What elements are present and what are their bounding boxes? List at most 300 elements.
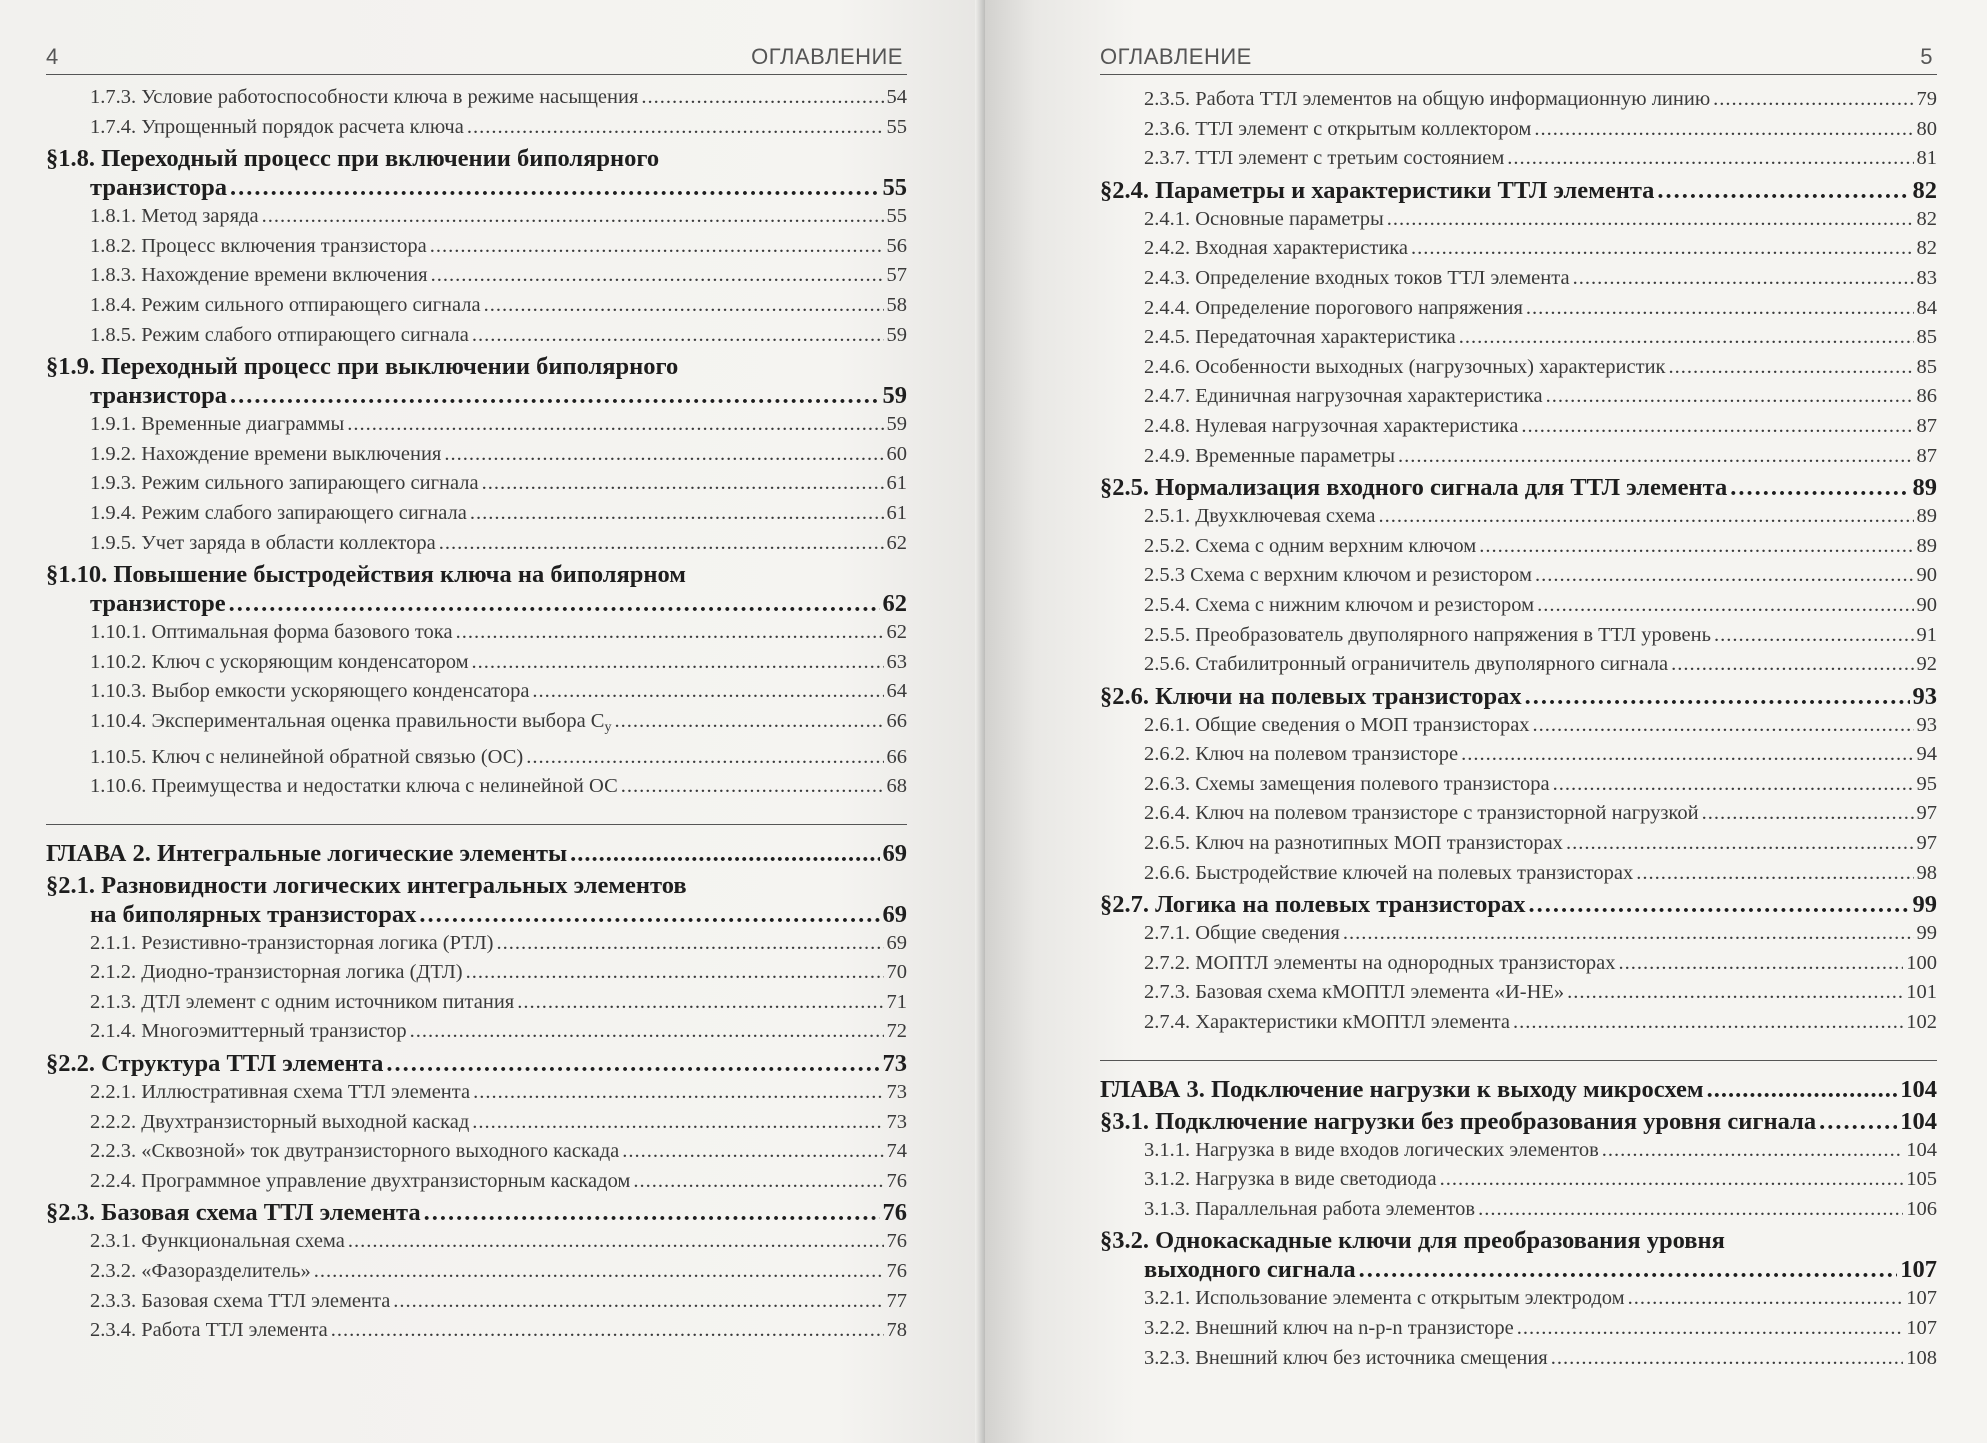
subsection-entry — [46, 261, 907, 291]
entry-title — [1144, 711, 1530, 741]
leader-dots — [348, 1227, 884, 1257]
entry-title-text: 1.8.1. Метод заряда — [90, 205, 259, 228]
subsection-entry — [46, 83, 907, 113]
entry-page-number: 71 — [886, 990, 907, 1013]
chapter-entry — [46, 824, 907, 869]
entry-title — [1144, 859, 1633, 889]
entry-continuation — [46, 173, 907, 202]
entry-title-text: 1.8.5. Режим слабого отпирающего сигнала — [90, 323, 469, 346]
entry-page-number: 104 — [1900, 1075, 1937, 1103]
entry-page-number: 89 — [1916, 505, 1937, 528]
subsection-entry — [46, 113, 907, 143]
entry-line — [46, 1049, 907, 1078]
entry-page-number: 92 — [1916, 653, 1937, 676]
entry-title — [90, 677, 529, 707]
subsection-entry — [1100, 1314, 1937, 1344]
entry-title — [90, 469, 479, 499]
entry-title — [1144, 115, 1531, 145]
entry-page-number: 82 — [1912, 176, 1937, 204]
leader-dots — [1537, 591, 1913, 621]
entry-title-text: 2.6.3. Схемы замещения полевого транзистора — [1144, 772, 1550, 795]
entry-title-text: 2.7.1. Общие сведения — [1144, 922, 1340, 945]
subsection-entry — [1100, 1136, 1937, 1166]
entry-title-text: 3.1.1. Нагрузка в виде входов логических элементов — [1144, 1138, 1599, 1161]
subsection-entry — [1100, 770, 1937, 800]
subsection-entry — [46, 958, 907, 988]
entry-title-text: 1.9.4. Режим слабого запирающего сигнала — [90, 501, 467, 524]
entry-title — [1144, 1165, 1437, 1195]
entry-title — [1144, 323, 1456, 353]
entry-title — [90, 648, 469, 678]
entry-page-number: 85 — [1916, 326, 1937, 349]
entry-title: §1.8. Переходный процесс при включении биполярного — [46, 145, 660, 173]
subsection-entry — [46, 1017, 907, 1047]
entry-title-text: 2.5.1. Двухключевая схема — [1144, 505, 1376, 528]
entry-page-number: 57 — [886, 264, 907, 287]
entry-page-number: 99 — [1912, 891, 1937, 919]
entry-title — [90, 410, 344, 440]
entry-page-number: 55 — [886, 115, 907, 138]
subsection-entry — [46, 648, 907, 678]
leader-dots — [1636, 859, 1913, 889]
entry-page-number: 108 — [1906, 1346, 1937, 1369]
subsection-entry — [46, 1227, 907, 1257]
entry-title-text: 2.6.1. Общие сведения о МОП транзисторах — [1144, 713, 1530, 736]
entry-title — [1144, 829, 1563, 859]
subsection-entry — [46, 772, 907, 802]
leader-dots — [472, 648, 884, 678]
entry-title — [1144, 442, 1395, 472]
leader-dots — [230, 381, 880, 410]
entry-title — [90, 1287, 390, 1317]
entry-page-number: 69 — [882, 839, 907, 867]
subsection-entry — [1100, 1284, 1937, 1314]
entry-title — [1144, 532, 1476, 562]
subsection-entry — [1100, 1195, 1937, 1225]
entry-page-number: 63 — [886, 650, 907, 673]
section-entry — [46, 1198, 907, 1227]
entry-page-number: 89 — [1916, 534, 1937, 557]
entry-title-text: 2.5.3 Схема с верхним ключом и резистором — [1144, 564, 1532, 587]
subsection-entry — [1100, 859, 1937, 889]
entry-title — [1144, 770, 1550, 800]
entry-page-number: 94 — [1916, 743, 1937, 766]
left-page — [0, 0, 985, 1443]
entry-line — [1100, 1107, 1937, 1136]
leader-dots — [1618, 949, 1903, 979]
section-entry — [46, 352, 907, 410]
leader-dots — [439, 529, 884, 559]
subsection-entry — [46, 1167, 907, 1197]
subsection-entry — [46, 707, 907, 743]
entry-page-number: 87 — [1916, 444, 1937, 467]
entry-page-number: 81 — [1916, 147, 1937, 170]
entry-page-number: 70 — [886, 961, 907, 984]
entry-page-number: 104 — [1906, 1138, 1937, 1161]
entry-page-number: 101 — [1906, 981, 1937, 1004]
entry-title — [90, 707, 611, 743]
entry-page-number: 93 — [1916, 713, 1937, 736]
leader-dots — [1819, 1107, 1897, 1136]
entry-page-number: 107 — [1906, 1287, 1937, 1310]
entry-page-number: 73 — [886, 1110, 907, 1133]
leader-dots — [444, 440, 883, 470]
entry-title-continued: транзисторе — [90, 590, 226, 618]
entry-page-number: 62 — [886, 621, 907, 644]
leader-dots — [424, 1198, 880, 1227]
leader-dots — [526, 743, 883, 773]
leader-dots — [1713, 85, 1913, 115]
entry-page-number: 90 — [1916, 564, 1937, 587]
leader-dots — [1521, 412, 1913, 442]
leader-dots — [472, 1108, 883, 1138]
entry-title-text: 2.4.2. Входная характеристика — [1144, 237, 1409, 260]
entry-title — [90, 1017, 407, 1047]
subsection-entry — [1100, 711, 1937, 741]
subsection-entry — [46, 1257, 907, 1287]
subsection-entry — [46, 929, 907, 959]
entry-title-text: 2.6.2. Ключ на полевом транзисторе — [1144, 743, 1459, 766]
leader-dots — [1517, 1314, 1904, 1344]
entry-title-text: 1.10.4. Экспериментальная оценка правильности выбора C — [90, 709, 605, 732]
entry-title — [90, 1227, 345, 1257]
subsection-entry — [1100, 502, 1937, 532]
entry-page-number: 62 — [882, 590, 907, 618]
subsection-entry — [1100, 205, 1937, 235]
entry-title-text: 2.4.9. Временные параметры — [1144, 444, 1396, 467]
entry-page-number: 99 — [1916, 922, 1937, 945]
entry-page-number: 64 — [886, 680, 907, 703]
section-entry — [1100, 682, 1937, 711]
section-entry — [46, 144, 907, 202]
subsection-entry — [1100, 442, 1937, 472]
entry-page-number: 54 — [886, 86, 907, 108]
entry-page-number: 79 — [1916, 88, 1937, 110]
entry-title — [90, 618, 453, 648]
entry-title — [1144, 502, 1376, 532]
entry-page-number: 83 — [1916, 266, 1937, 289]
entry-title — [90, 202, 259, 232]
leader-dots — [393, 1287, 883, 1317]
leader-dots — [466, 958, 884, 988]
entry-title-text: 2.4.5. Передаточная характеристика — [1144, 326, 1456, 349]
subsection-entry — [1100, 949, 1937, 979]
entry-title: §2.2. Структура ТТЛ элемента — [46, 1050, 384, 1078]
subsection-entry — [1100, 353, 1937, 383]
subsection-entry — [46, 677, 907, 707]
subsection-entry — [46, 618, 907, 648]
entry-page-number: 61 — [886, 472, 907, 495]
subsection-entry — [46, 499, 907, 529]
leader-dots — [1387, 205, 1914, 235]
subsection-entry — [46, 743, 907, 773]
entry-page-number: 60 — [886, 442, 907, 465]
entry-title — [90, 1316, 328, 1346]
entry-title-text: 2.6.5. Ключ на разнотипных МОП транзисторах — [1144, 832, 1563, 855]
page-number: 4 — [46, 44, 59, 69]
entry-title-text: 2.2.4. Программное управление двухтранзисторным каскадом — [90, 1169, 631, 1192]
entry-page-number: 87 — [1916, 414, 1937, 437]
leader-dots — [1602, 1136, 1903, 1166]
leader-dots — [641, 83, 883, 113]
leader-dots — [1507, 144, 1913, 174]
entry-title — [90, 321, 469, 351]
subsection-entry — [46, 1078, 907, 1108]
entry-title — [90, 988, 514, 1018]
entry-title: §2.3. Базовая схема ТТЛ элемента — [46, 1199, 421, 1227]
entry-page-number: 82 — [1916, 237, 1937, 260]
section-entry — [1100, 1107, 1937, 1136]
entry-title-text: 2.4.4. Определение порогового напряжения — [1144, 296, 1523, 319]
subsection-entry — [1100, 829, 1937, 859]
entry-page-number: 59 — [886, 413, 907, 436]
entry-page-number: 107 — [1900, 1256, 1937, 1284]
subsection-entry — [1100, 382, 1937, 412]
entry-page-number: 55 — [886, 205, 907, 228]
entry-title-text: 3.2.3. Внешний ключ без источника смещения — [1144, 1346, 1548, 1369]
leader-dots — [517, 988, 883, 1018]
table-of-contents — [1100, 85, 1937, 1373]
right-page — [985, 0, 1987, 1443]
entry-title: §2.1. Разновидности логических интегральных элементов — [46, 871, 687, 899]
entry-title: §2.4. Параметры и характеристики ТТЛ элемента — [1100, 176, 1655, 204]
entry-title-continued: выходного сигнала — [1144, 1256, 1356, 1284]
entry-continuation — [46, 589, 907, 618]
entry-title: §2.5. Нормализация входного сигнала для ТТЛ элемента — [1100, 474, 1728, 502]
entry-title-text: 2.3.5. Работа ТТЛ элементов на общую информационную линию — [1144, 88, 1711, 110]
entry-line — [1100, 890, 1937, 919]
leader-dots — [622, 1137, 883, 1167]
entry-title-text: 1.9.1. Временные диаграммы — [90, 413, 345, 436]
entry-title-text: 2.7.4. Характеристики кМОПТЛ элемента — [1144, 1011, 1510, 1034]
entry-title-text: 2.1.4. Многоэмиттерный транзистор — [90, 1020, 407, 1043]
entry-title-text: 2.3.7. ТТЛ элемент с третьим состоянием — [1144, 147, 1505, 170]
entry-page-number: 82 — [1916, 207, 1937, 230]
entry-page-number: 104 — [1900, 1107, 1937, 1135]
chapter-entry — [1100, 1060, 1937, 1105]
entry-title-text: 2.6.4. Ключ на полевом транзисторе с транзисторной нагрузкой — [1144, 802, 1699, 825]
entry-title — [1144, 591, 1534, 621]
subsection-entry — [1100, 591, 1937, 621]
entry-page-number: 59 — [886, 323, 907, 346]
entry-page-number: 56 — [886, 234, 907, 257]
subsection-entry — [46, 291, 907, 321]
entry-title — [90, 440, 441, 470]
subsection-entry — [1100, 532, 1937, 562]
table-of-contents — [46, 83, 907, 1346]
entry-title: §3.2. Однокаскадные ключи для преобразования уровня — [1100, 1227, 1725, 1255]
entry-line — [1100, 682, 1937, 711]
subsection-entry — [1100, 412, 1937, 442]
entry-title-text: 2.4.6. Особенности выходных (нагрузочных) характеристик — [1144, 355, 1666, 378]
entry-title — [1144, 234, 1408, 264]
entry-page-number: 68 — [886, 775, 907, 798]
entry-continuation — [46, 900, 907, 929]
entry-title-text: 1.10.1. Оптимальная форма базового тока — [90, 621, 453, 644]
subsection-entry — [46, 1287, 907, 1317]
entry-title-text: 2.3.4. Работа ТТЛ элемента — [90, 1319, 328, 1342]
leader-dots — [633, 1167, 883, 1197]
entry-line — [1100, 176, 1937, 205]
leader-dots — [430, 232, 884, 262]
entry-title-text: 3.2.1. Использование элемента с открытым электродом — [1144, 1287, 1625, 1310]
leader-dots — [1669, 353, 1914, 383]
entry-title — [90, 958, 463, 988]
leader-dots — [1628, 1284, 1904, 1314]
entry-page-number: 97 — [1916, 802, 1937, 825]
subsection-entry — [1100, 115, 1937, 145]
entry-title-text: 2.4.3. Определение входных токов ТТЛ элемента — [1144, 266, 1570, 289]
subsection-entry — [1100, 294, 1937, 324]
entry-title-continued: транзистора — [90, 174, 227, 202]
subsection-entry — [1100, 264, 1937, 294]
subsection-entry — [1100, 621, 1937, 651]
entry-title — [90, 1137, 619, 1167]
section-entry — [1100, 473, 1937, 502]
entry-title-text: 1.10.5. Ключ с нелинейной обратной связью (ОС) — [90, 745, 524, 768]
entry-page-number: 98 — [1916, 861, 1937, 884]
leader-dots — [431, 261, 884, 291]
entry-title-text: 2.5.5. Преобразователь двуполярного напряжения в ТТЛ уровень — [1144, 623, 1711, 646]
entry-title-text: 2.4.1. Основные параметры — [1144, 207, 1384, 230]
entry-title: ГЛАВА 2. Интегральные логические элементы — [46, 839, 568, 867]
entry-continuation — [46, 381, 907, 410]
entry-title — [1144, 353, 1666, 383]
subsection-entry — [1100, 1008, 1937, 1038]
subsection-entry — [46, 440, 907, 470]
leader-dots — [497, 929, 884, 959]
entry-title — [90, 499, 467, 529]
leader-dots — [467, 113, 884, 143]
entry-title-text: 1.10.3. Выбор емкости ускоряющего конденсатора — [90, 680, 530, 703]
subsection-entry — [46, 1137, 907, 1167]
entry-title — [1144, 978, 1564, 1008]
entry-title: §2.6. Ключи на полевых транзисторах — [1100, 682, 1522, 710]
entry-title — [90, 772, 618, 802]
section-entry — [1100, 1226, 1937, 1284]
entry-page-number: 76 — [886, 1260, 907, 1283]
entry-title-text: 1.7.4. Упрощенный порядок расчета ключа — [90, 115, 464, 138]
leader-dots — [1553, 770, 1914, 800]
entry-title-text: 1.10.6. Преимущества и недостатки ключа с нелинейной ОС — [90, 775, 618, 798]
running-title: ОГЛАВЛЕНИЕ — [1100, 44, 1252, 69]
entry-page-number: 106 — [1906, 1197, 1937, 1220]
entry-title: §3.1. Подключение нагрузки без преобразования уровня сигнала — [1100, 1107, 1817, 1135]
leader-dots — [410, 1017, 884, 1047]
leader-dots — [1707, 1075, 1898, 1105]
entry-page-number: 74 — [886, 1140, 907, 1163]
entry-page-number: 76 — [882, 1199, 907, 1227]
entry-title — [90, 1108, 469, 1138]
entry-page-number: 95 — [1916, 772, 1937, 795]
subsection-entry — [1100, 1165, 1937, 1195]
leader-dots — [1714, 621, 1914, 651]
leader-dots — [482, 469, 884, 499]
subsection-entry — [46, 232, 907, 262]
leader-dots — [1479, 532, 1913, 562]
entry-page-number: 73 — [882, 1050, 907, 1078]
entry-page-number: 66 — [886, 745, 907, 768]
leader-dots — [1411, 234, 1913, 264]
entry-title — [1144, 650, 1668, 680]
section-entry — [46, 560, 907, 618]
leader-dots — [1533, 711, 1914, 741]
entry-title — [90, 1078, 470, 1108]
subsection-entry — [1100, 1344, 1937, 1374]
leader-dots — [570, 839, 879, 869]
running-title: ОГЛАВЛЕНИЕ — [751, 44, 903, 69]
entry-title-text: 2.2.3. «Сквозной» ток двутранзисторного выходного каскада — [90, 1140, 620, 1163]
entry-page-number: 62 — [886, 531, 907, 554]
leader-dots — [229, 589, 880, 618]
entry-title-text: 1.9.5. Учет заряда в области коллектора — [90, 531, 436, 554]
entry-title — [1144, 264, 1570, 294]
entry-title — [1144, 205, 1384, 235]
leader-dots — [1535, 561, 1914, 591]
entry-page-number: 78 — [886, 1319, 907, 1342]
subsection-entry — [46, 988, 907, 1018]
entry-title — [90, 113, 464, 143]
leader-dots — [484, 291, 884, 321]
entry-title-text: 2.2.1. Иллюстративная схема ТТЛ элемента — [90, 1081, 471, 1104]
entry-title — [1144, 919, 1340, 949]
entry-title-continued: транзистора — [90, 382, 227, 410]
entry-page-number: 69 — [886, 931, 907, 954]
entry-title — [1144, 949, 1615, 979]
entry-title-text: 1.8.4. Режим сильного отпирающего сигнала — [90, 293, 481, 316]
leader-dots — [456, 618, 884, 648]
entry-title — [90, 529, 436, 559]
entry-title-text: 2.3.6. ТТЛ элемент с открытым коллектором — [1144, 117, 1532, 140]
entry-title — [1144, 412, 1518, 442]
entry-title-text: 2.7.2. МОПТЛ элементы на однородных транзисторах — [1144, 951, 1616, 974]
entry-title — [1144, 144, 1504, 174]
section-entry — [46, 1049, 907, 1078]
leader-dots — [1546, 382, 1914, 412]
leader-dots — [1566, 829, 1914, 859]
entry-title — [90, 83, 638, 113]
entry-title — [90, 929, 494, 959]
entry-title — [1144, 1284, 1625, 1314]
entry-page-number: 76 — [886, 1169, 907, 1192]
entry-line — [1100, 473, 1937, 502]
entry-title-text: 3.2.2. Внешний ключ на n-p-n транзисторе — [1144, 1317, 1514, 1339]
entry-title-text: 2.3.2. «Фазоразделитель» — [90, 1260, 311, 1283]
subsection-entry — [1100, 323, 1937, 353]
entry-page-number: 90 — [1916, 593, 1937, 616]
leader-dots — [1702, 799, 1914, 829]
entry-title — [90, 261, 428, 291]
leader-dots — [1730, 473, 1909, 502]
entry-page-number: 61 — [886, 501, 907, 524]
entry-page-number: 55 — [882, 174, 907, 202]
subsection-entry — [1100, 799, 1937, 829]
leader-dots — [386, 1049, 879, 1078]
leader-dots — [1567, 978, 1903, 1008]
leader-dots — [1551, 1344, 1904, 1374]
entry-page-number: 85 — [1916, 355, 1937, 378]
entry-title-text: 3.1.3. Параллельная работа элементов — [1144, 1197, 1476, 1220]
leader-dots — [1534, 115, 1913, 145]
leader-dots — [472, 321, 884, 351]
entry-title — [1144, 1136, 1599, 1166]
entry-title-text: 2.5.4. Схема с нижним ключом и резистором — [1144, 593, 1535, 616]
entry-title — [1144, 85, 1710, 115]
section-entry — [46, 871, 907, 929]
entry-page-number: 105 — [1906, 1168, 1937, 1191]
entry-continuation — [1100, 1255, 1937, 1284]
subsection-entry — [46, 529, 907, 559]
